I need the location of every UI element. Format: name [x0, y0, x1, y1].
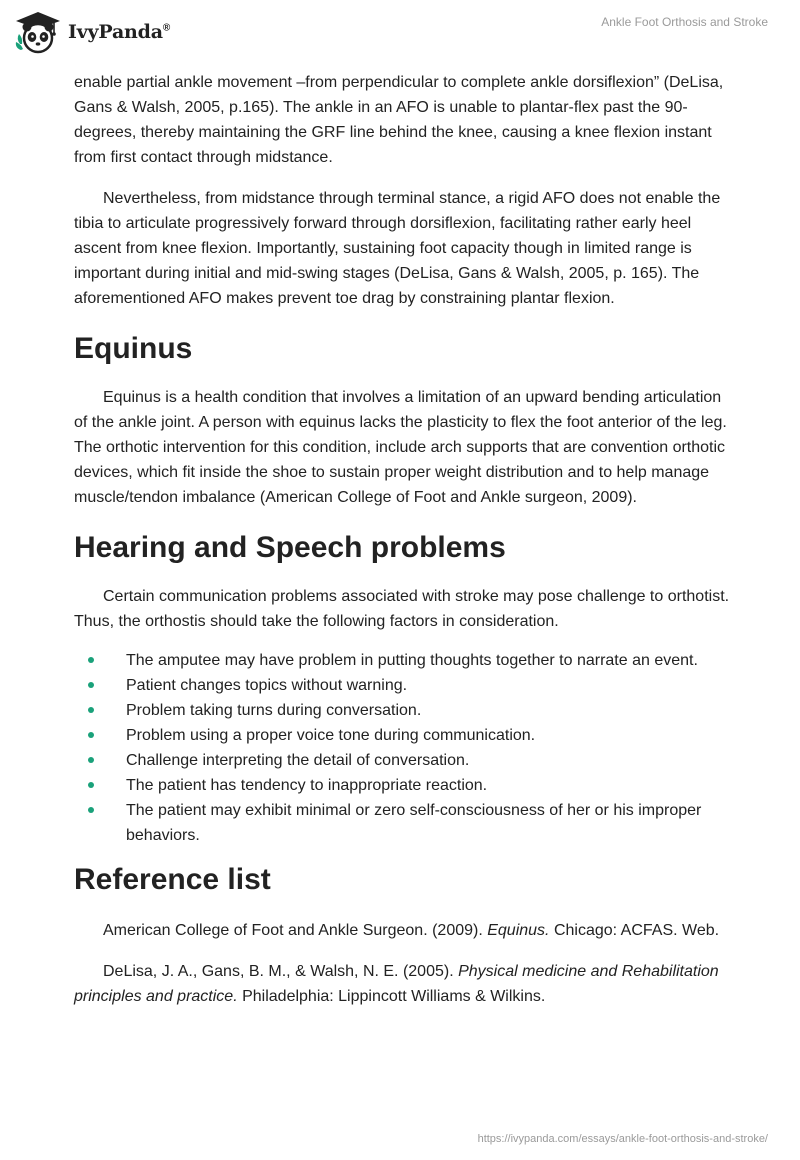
bullet-icon [88, 757, 94, 763]
bullet-icon [88, 682, 94, 688]
list-item: Problem taking turns during conversation. [74, 698, 734, 723]
paragraph: Nevertheless, from midstance through terminal stance, a rigid AFO does not enable the tibia to articulate progressively forward through dorsiflexion, facilitating rather early heel ascent from knee flexion. Importantly, sustaining foot capacity though in limited range is important during initial and mid-swing stages (DeLisa, Gans & Walsh, 2005, p. 165). The aforementioned AFO makes prevent toe drag by constraining plantar flexion. [74, 190, 721, 307]
panda-logo-icon [14, 8, 62, 56]
communication-problems-list [74, 648, 734, 848]
registered-mark: ® [162, 22, 171, 34]
bullet-icon [88, 782, 94, 788]
list-item: The patient may exhibit minimal or zero self-consciousness of her or his improper behaviors. [74, 798, 734, 848]
source-url[interactable]: https://ivypanda.com/essays/ankle-foot-orthosis-and-stroke/ [477, 1133, 768, 1145]
section-heading-hearing: Hearing and Speech problems [74, 531, 506, 564]
running-title: Ankle Foot Orthosis and Stroke [601, 15, 768, 29]
paragraph: enable partial ankle movement –from perpendicular to complete ankle dorsiflexion” (DeLisa, Gans & Walsh, 2005, p.165). The ankle in an AFO is unable to plantar-flex past the 90-degrees, thereby maintaining the GRF line behind the knee, causing a knee flexion instant from first contact through midstance. [74, 74, 724, 166]
paragraph: Certain communication problems associated with stroke may pose challenge to orthotist. Thus, the orthostis should take the following factors in consideration. [74, 588, 730, 630]
list-item: The amputee may have problem in putting thoughts together to narrate an event. [74, 648, 734, 673]
list-item: Patient changes topics without warning. [74, 673, 734, 698]
list-item: The patient has tendency to inappropriate reaction. [74, 773, 734, 798]
paragraph: Equinus is a health condition that involves a limitation of an upward bending articulation of the ankle joint. A person with equinus lacks the plasticity to flex the foot anterior of the leg. The orthotic intervention for this condition, include arch supports that are convention orthotic devices, which fit inside the shoe to sustain proper weight distribution and to help manage muscle/tendon imbalance (American College of Foot and Ankle surgeon, 2009). [74, 389, 727, 506]
section-heading-equinus: Equinus [74, 332, 193, 365]
list-item: Challenge interpreting the detail of conversation. [74, 748, 734, 773]
reference-entry: DeLisa, J. A., Gans, B. M., & Walsh, N. E. (2005). Physical medicine and Rehabilitation principles and practice. Philadelphia: Lippincott Williams & Wilkins. [74, 963, 719, 1005]
bullet-icon [88, 732, 94, 738]
section-heading-references: Reference list [74, 863, 271, 896]
ivypanda-logo[interactable] [14, 8, 170, 56]
bullet-icon [88, 807, 94, 813]
essay-content [74, 70, 734, 1025]
bullet-icon [88, 657, 94, 663]
bullet-icon [88, 707, 94, 713]
page-header [0, 0, 800, 70]
brand-name: IvyPanda [68, 21, 163, 43]
reference-entry: American College of Foot and Ankle Surgeon. (2009). Equinus. Chicago: ACFAS. Web. [103, 922, 720, 939]
list-item: Problem using a proper voice tone during communication. [74, 723, 734, 748]
